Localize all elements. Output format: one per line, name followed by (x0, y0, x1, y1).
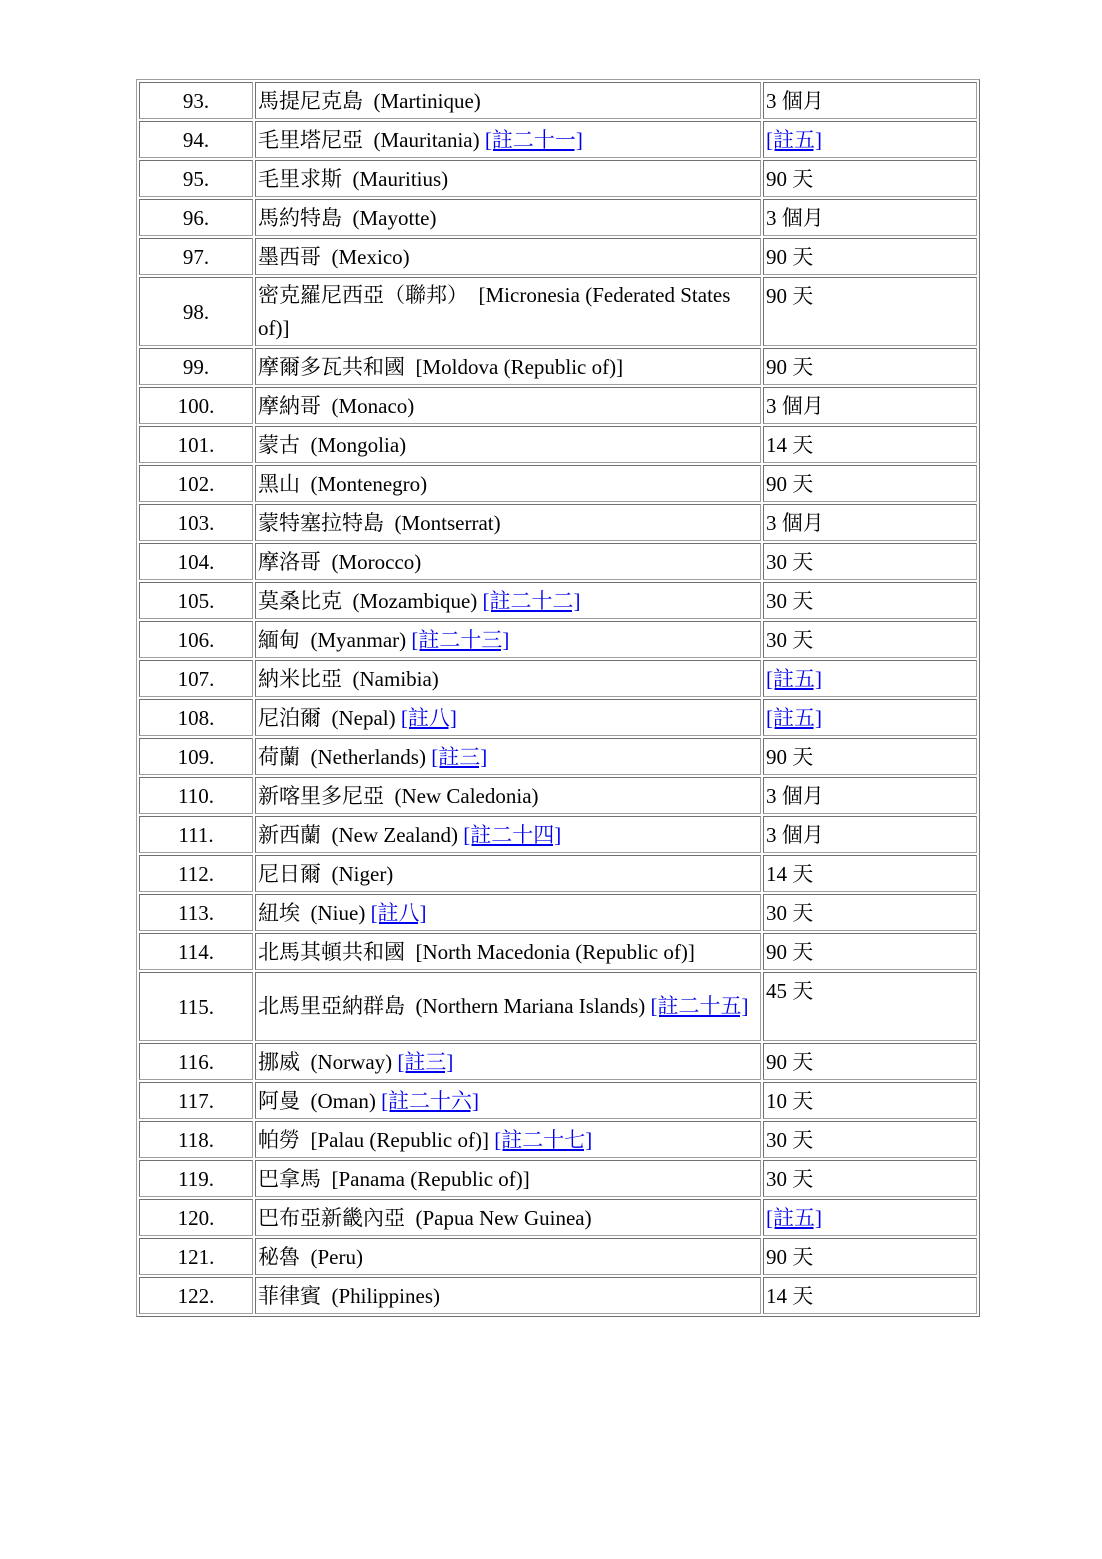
stay-duration: 30 天 (766, 589, 814, 613)
stay-duration: 90 天 (766, 167, 814, 191)
table-row (139, 387, 977, 424)
stay-duration: 3 個月 (766, 206, 824, 230)
row-number-cell (139, 543, 253, 580)
table-row (139, 1160, 977, 1197)
row-number: 96. (182, 205, 210, 230)
country-cell (255, 582, 761, 619)
footnote-link[interactable]: [註三] (397, 1049, 454, 1074)
country-cell (255, 621, 761, 658)
table-row (139, 972, 977, 1041)
footnote-link[interactable]: [註八] (400, 705, 457, 730)
stay-duration-cell (763, 699, 977, 736)
country-cell (255, 504, 761, 541)
country-english-name: (Morocco) (331, 549, 422, 574)
stay-duration-cell (763, 348, 977, 385)
table-row (139, 738, 977, 775)
table-row (139, 1043, 977, 1080)
row-number: 110. (178, 783, 214, 808)
stay-duration-cell (763, 582, 977, 619)
stay-duration-cell (763, 972, 977, 1041)
country-english-name: (Mauritania) (373, 127, 480, 152)
row-number-cell (139, 1082, 253, 1119)
stay-duration-cell (763, 277, 977, 346)
country-english-name: (Nepal) (331, 705, 396, 730)
country-cell (255, 1121, 761, 1158)
country-chinese-name: 馬約特島 (258, 205, 342, 230)
stay-duration: 90 天 (766, 1245, 814, 1269)
row-number-cell (139, 348, 253, 385)
stay-duration-cell (763, 1277, 977, 1314)
table-row (139, 543, 977, 580)
row-number: 107. (177, 666, 215, 691)
stay-duration-cell (763, 121, 977, 158)
footnote-link[interactable]: [註二十六] (381, 1088, 480, 1113)
footnote-link[interactable]: [註二十三] (411, 627, 510, 652)
country-chinese-name: 尼泊爾 (258, 705, 321, 730)
row-number: 114. (178, 939, 214, 964)
footnote-link[interactable]: [註二十五] (650, 994, 749, 1018)
row-number-cell (139, 894, 253, 931)
country-english-name: (Norway) (310, 1049, 393, 1074)
country-cell (255, 855, 761, 892)
row-number: 102. (177, 471, 215, 496)
stay-duration-cell (763, 160, 977, 197)
row-number: 118. (178, 1127, 214, 1152)
country-cell (255, 972, 761, 1041)
row-number-cell (139, 621, 253, 658)
country-cell (255, 465, 761, 502)
row-number: 111. (178, 822, 214, 847)
table-row (139, 1238, 977, 1275)
row-number: 105. (177, 588, 215, 613)
stay-duration: 30 天 (766, 1128, 814, 1152)
country-cell (255, 1082, 761, 1119)
stay-duration: 45 天 (766, 979, 814, 1003)
country-chinese-name: 密克羅尼西亞（聯邦） (258, 282, 468, 307)
row-number: 106. (177, 627, 215, 652)
country-english-name: [North Macedonia (Republic of)] (415, 939, 695, 964)
row-number: 98. (182, 299, 210, 324)
country-english-name: (Namibia) (352, 666, 439, 691)
country-chinese-name: 馬提尼克島 (258, 88, 363, 113)
stay-duration-cell (763, 1043, 977, 1080)
row-number-cell (139, 1277, 253, 1314)
stay-duration-cell (763, 1199, 977, 1236)
row-number-cell (139, 1199, 253, 1236)
stay-duration-cell (763, 777, 977, 814)
row-number-cell (139, 504, 253, 541)
country-cell (255, 1199, 761, 1236)
row-number-cell (139, 933, 253, 970)
country-english-name: (Northern Mariana Islands) (415, 994, 646, 1018)
stay-duration-cell (763, 465, 977, 502)
country-cell (255, 387, 761, 424)
country-chinese-name: 巴布亞新畿內亞 (258, 1205, 405, 1230)
country-cell (255, 699, 761, 736)
country-english-name: (Monaco) (331, 393, 415, 418)
row-number-cell (139, 82, 253, 119)
row-number: 120. (177, 1205, 215, 1230)
country-chinese-name: 墨西哥 (258, 244, 321, 269)
row-number-cell (139, 387, 253, 424)
country-cell (255, 933, 761, 970)
country-cell (255, 121, 761, 158)
stay-duration-cell (763, 894, 977, 931)
country-cell (255, 543, 761, 580)
stay-duration: 90 天 (766, 245, 814, 269)
row-number: 109. (177, 744, 215, 769)
stay-duration: 30 天 (766, 550, 814, 574)
row-number: 101. (177, 432, 215, 457)
row-number-cell (139, 238, 253, 275)
country-chinese-name: 毛里塔尼亞 (258, 127, 363, 152)
stay-duration: 3 個月 (766, 784, 824, 808)
table-row (139, 504, 977, 541)
country-chinese-name: 帕勞 (258, 1127, 300, 1152)
table-row (139, 426, 977, 463)
country-cell (255, 660, 761, 697)
country-english-name: [Moldova (Republic of)] (415, 354, 624, 379)
row-number: 100. (177, 393, 215, 418)
footnote-link[interactable]: [註二十一] (484, 127, 583, 152)
country-cell (255, 1043, 761, 1080)
country-english-name: (Niger) (331, 861, 394, 886)
row-number: 119. (178, 1166, 214, 1191)
footnote-link[interactable]: [註三] (431, 744, 488, 769)
country-english-name: (Martinique) (373, 88, 481, 113)
stay-footnote-link[interactable]: [註五] (766, 706, 822, 730)
country-chinese-name: 蒙特塞拉特島 (258, 510, 384, 535)
table-row (139, 1199, 977, 1236)
table-row (139, 348, 977, 385)
row-number-cell (139, 121, 253, 158)
row-number: 97. (182, 244, 210, 269)
stay-duration: 90 天 (766, 355, 814, 379)
country-english-name: (Netherlands) (310, 744, 426, 769)
country-chinese-name: 蒙古 (258, 432, 300, 457)
stay-duration: 14 天 (766, 862, 814, 886)
country-chinese-name: 毛里求斯 (258, 166, 342, 191)
row-number: 99. (182, 354, 210, 379)
table-row (139, 1277, 977, 1314)
country-chinese-name: 尼日爾 (258, 861, 321, 886)
country-chinese-name: 荷蘭 (258, 744, 300, 769)
stay-duration: 3 個月 (766, 823, 824, 847)
footnote-link[interactable]: [註二十七] (494, 1127, 593, 1152)
table-row (139, 1082, 977, 1119)
country-cell (255, 738, 761, 775)
row-number-cell (139, 199, 253, 236)
stay-duration-cell (763, 660, 977, 697)
stay-duration-cell (763, 621, 977, 658)
table-row (139, 660, 977, 697)
country-english-name: (Mauritius) (352, 166, 449, 191)
stay-duration-cell (763, 504, 977, 541)
stay-duration: 90 天 (766, 745, 814, 769)
table-row (139, 621, 977, 658)
row-number-cell (139, 277, 253, 346)
country-chinese-name: 黑山 (258, 471, 300, 496)
table-row (139, 121, 977, 158)
row-number-cell (139, 160, 253, 197)
stay-footnote-link[interactable]: [註五] (766, 667, 822, 691)
country-cell (255, 894, 761, 931)
country-cell (255, 277, 761, 346)
country-chinese-name: 納米比亞 (258, 666, 342, 691)
row-number: 121. (177, 1244, 215, 1269)
row-number-cell (139, 816, 253, 853)
stay-duration: 90 天 (766, 1050, 814, 1074)
row-number-cell (139, 699, 253, 736)
row-number-cell (139, 660, 253, 697)
country-english-name: (New Zealand) (331, 822, 459, 847)
row-number: 113. (178, 900, 214, 925)
stay-duration: 90 天 (766, 472, 814, 496)
table-row (139, 1121, 977, 1158)
stay-duration: 30 天 (766, 628, 814, 652)
stay-duration-cell (763, 543, 977, 580)
visa-table (136, 79, 980, 1317)
country-cell (255, 816, 761, 853)
stay-duration: 30 天 (766, 1167, 814, 1191)
row-number-cell (139, 426, 253, 463)
stay-duration-cell (763, 1238, 977, 1275)
stay-duration-cell (763, 426, 977, 463)
table-row (139, 238, 977, 275)
row-number: 103. (177, 510, 215, 535)
stay-duration-cell (763, 82, 977, 119)
country-chinese-name: 緬甸 (258, 627, 300, 652)
country-chinese-name: 挪威 (258, 1049, 300, 1074)
row-number-cell (139, 777, 253, 814)
table-row (139, 277, 977, 346)
stay-duration: 10 天 (766, 1089, 814, 1113)
table-row (139, 465, 977, 502)
stay-duration-cell (763, 855, 977, 892)
country-cell (255, 348, 761, 385)
country-chinese-name: 北馬其頓共和國 (258, 939, 405, 964)
stay-duration-cell (763, 199, 977, 236)
country-cell (255, 777, 761, 814)
row-number: 112. (178, 861, 214, 886)
stay-duration: 14 天 (766, 433, 814, 457)
row-number: 95. (182, 166, 210, 191)
country-chinese-name: 秘魯 (258, 1244, 300, 1269)
row-number-cell (139, 465, 253, 502)
country-chinese-name: 莫桑比克 (258, 588, 342, 613)
stay-duration-cell (763, 738, 977, 775)
row-number-cell (139, 855, 253, 892)
country-english-name: (Mongolia) (310, 432, 407, 457)
stay-footnote-link[interactable]: [註五] (766, 128, 822, 152)
country-chinese-name: 北馬里亞納群島 (258, 994, 405, 1018)
country-chinese-name: 菲律賓 (258, 1283, 321, 1308)
table-row (139, 160, 977, 197)
footnote-link[interactable]: [註二十二] (482, 588, 581, 613)
row-number: 122. (177, 1283, 215, 1308)
country-cell (255, 1277, 761, 1314)
country-chinese-name: 巴拿馬 (258, 1166, 321, 1191)
row-number: 104. (177, 549, 215, 574)
country-english-name: (New Caledonia) (394, 783, 539, 808)
visa-table-body (139, 82, 977, 1314)
stay-duration-cell (763, 1121, 977, 1158)
row-number-cell (139, 972, 253, 1041)
row-number: 117. (178, 1088, 214, 1113)
stay-duration-cell (763, 238, 977, 275)
stay-duration: 3 個月 (766, 394, 824, 418)
country-cell (255, 1160, 761, 1197)
row-number-cell (139, 1043, 253, 1080)
footnote-link[interactable]: [註二十四] (463, 822, 562, 847)
table-row (139, 82, 977, 119)
country-english-name: (Papua New Guinea) (415, 1205, 592, 1230)
country-cell (255, 82, 761, 119)
country-english-name: (Oman) (310, 1088, 376, 1113)
table-row (139, 199, 977, 236)
row-number-cell (139, 1238, 253, 1275)
table-row (139, 777, 977, 814)
table-row (139, 933, 977, 970)
country-chinese-name: 摩爾多瓦共和國 (258, 354, 405, 379)
footnote-link[interactable]: [註八] (370, 900, 427, 925)
row-number-cell (139, 1160, 253, 1197)
country-english-name: (Mayotte) (352, 205, 437, 230)
country-english-name: (Niue) (310, 900, 366, 925)
country-chinese-name: 摩納哥 (258, 393, 321, 418)
row-number-cell (139, 582, 253, 619)
country-chinese-name: 新喀里多尼亞 (258, 783, 384, 808)
country-english-name: (Peru) (310, 1244, 363, 1269)
table-row (139, 894, 977, 931)
stay-duration-cell (763, 1082, 977, 1119)
row-number-cell (139, 1121, 253, 1158)
stay-duration-cell (763, 816, 977, 853)
country-english-name: [Micronesia (Federated States of)] (258, 282, 731, 340)
row-number: 116. (178, 1049, 214, 1074)
country-english-name: [Palau (Republic of)] (310, 1127, 489, 1152)
country-chinese-name: 摩洛哥 (258, 549, 321, 574)
country-english-name: [Panama (Republic of)] (331, 1166, 530, 1191)
row-number: 115. (178, 994, 214, 1019)
country-chinese-name: 新西蘭 (258, 822, 321, 847)
row-number: 94. (182, 127, 210, 152)
table-row (139, 582, 977, 619)
row-number-cell (139, 738, 253, 775)
country-cell (255, 1238, 761, 1275)
country-english-name: (Philippines) (331, 1283, 440, 1308)
country-cell (255, 238, 761, 275)
country-chinese-name: 阿曼 (258, 1088, 300, 1113)
country-cell (255, 199, 761, 236)
stay-duration: 14 天 (766, 1284, 814, 1308)
table-row (139, 855, 977, 892)
stay-duration: 3 個月 (766, 89, 824, 113)
stay-duration-cell (763, 1160, 977, 1197)
country-cell (255, 160, 761, 197)
table-row (139, 816, 977, 853)
country-english-name: (Mozambique) (352, 588, 478, 613)
stay-duration: 3 個月 (766, 511, 824, 535)
stay-duration-cell (763, 933, 977, 970)
country-english-name: (Myanmar) (310, 627, 407, 652)
country-english-name: (Montserrat) (394, 510, 501, 535)
stay-duration: 90 天 (766, 284, 814, 308)
country-english-name: (Montenegro) (310, 471, 428, 496)
row-number: 108. (177, 705, 215, 730)
stay-footnote-link[interactable]: [註五] (766, 1206, 822, 1230)
stay-duration: 90 天 (766, 940, 814, 964)
row-number: 93. (182, 88, 210, 113)
stay-duration: 30 天 (766, 901, 814, 925)
country-english-name: (Mexico) (331, 244, 410, 269)
country-chinese-name: 紐埃 (258, 900, 300, 925)
country-cell (255, 426, 761, 463)
stay-duration-cell (763, 387, 977, 424)
table-row (139, 699, 977, 736)
